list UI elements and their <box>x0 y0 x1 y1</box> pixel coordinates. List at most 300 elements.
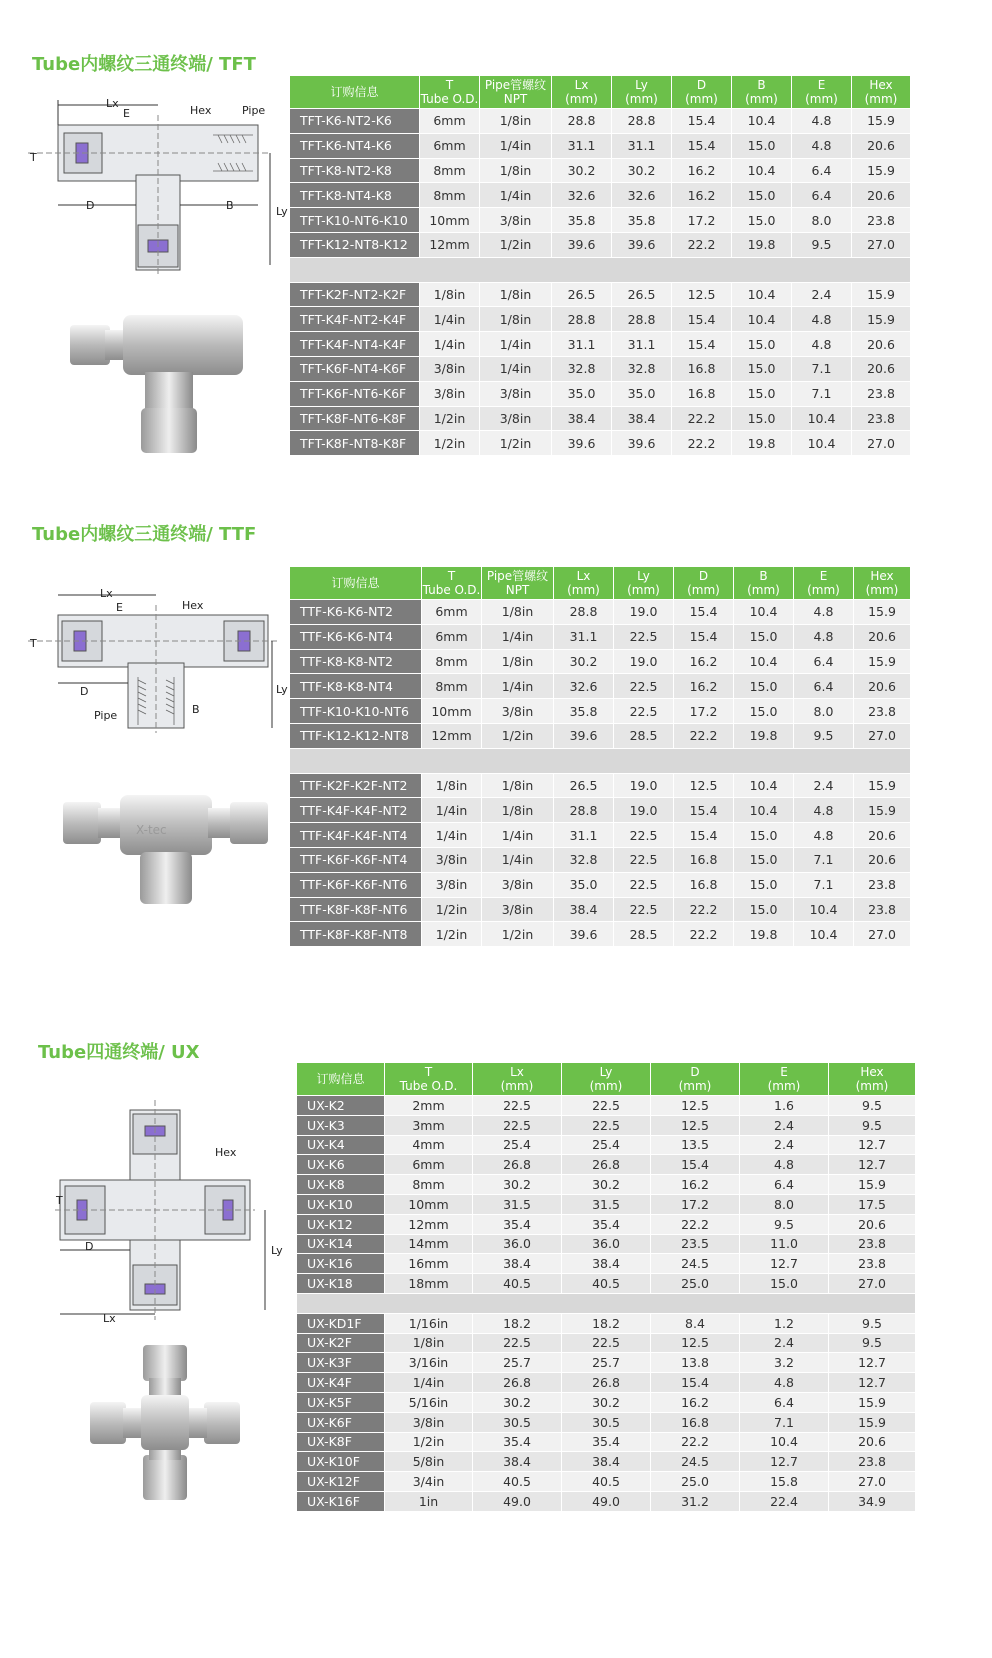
order-code-cell: TFT-K4F-NT4-K4F <box>290 332 420 357</box>
value-cell: 15.0 <box>734 624 794 649</box>
value-cell: 15.4 <box>674 798 734 823</box>
table-row <box>290 381 911 406</box>
value-cell: 7.1 <box>794 847 854 872</box>
order-code-cell: TTF-K8F-K8F-NT6 <box>290 897 422 922</box>
value-cell: 12.7 <box>740 1452 829 1472</box>
order-code-cell: UX-K6F <box>297 1412 385 1432</box>
value-cell: 22.5 <box>614 847 674 872</box>
order-code-cell: TFT-K8-NT4-K8 <box>290 183 420 208</box>
value-cell: 1/4in <box>420 332 480 357</box>
value-cell: 49.0 <box>562 1491 651 1511</box>
value-cell: 40.5 <box>562 1274 651 1294</box>
table-row <box>290 847 911 872</box>
order-code-cell: TFT-K8F-NT6-K8F <box>290 406 420 431</box>
order-code-cell: TTF-K4F-K4F-NT4 <box>290 823 422 848</box>
value-cell: 23.8 <box>829 1234 916 1254</box>
value-cell: 8mm <box>422 649 482 674</box>
value-cell: 9.5 <box>740 1214 829 1234</box>
value-cell: 22.2 <box>672 431 732 456</box>
value-cell: 20.6 <box>829 1214 916 1234</box>
value-cell: 22.2 <box>674 723 734 748</box>
value-cell: 6.4 <box>792 158 852 183</box>
table-row <box>297 1214 916 1234</box>
value-cell: 22.5 <box>614 897 674 922</box>
header-cell: Hex (mm) <box>854 567 911 600</box>
order-code-cell: UX-K12F <box>297 1472 385 1492</box>
value-cell: 1in <box>385 1491 473 1511</box>
value-cell: 40.5 <box>562 1472 651 1492</box>
value-cell: 39.6 <box>554 922 614 947</box>
value-cell: 15.9 <box>852 158 911 183</box>
value-cell: 12.7 <box>829 1353 916 1373</box>
value-cell: 1/4in <box>482 823 554 848</box>
value-cell: 17.2 <box>651 1194 740 1214</box>
value-cell: 22.5 <box>614 872 674 897</box>
value-cell: 27.0 <box>829 1472 916 1492</box>
value-cell: 22.5 <box>473 1096 562 1116</box>
table-row <box>290 699 911 724</box>
value-cell: 22.5 <box>614 699 674 724</box>
value-cell: 28.8 <box>554 600 614 625</box>
value-cell: 25.0 <box>651 1472 740 1492</box>
table-row <box>290 431 911 456</box>
value-cell: 28.5 <box>614 723 674 748</box>
table-row <box>297 1096 916 1116</box>
value-cell: 12.7 <box>829 1373 916 1393</box>
value-cell: 35.4 <box>562 1214 651 1234</box>
value-cell: 15.0 <box>732 406 792 431</box>
value-cell: 15.0 <box>734 674 794 699</box>
value-cell: 25.7 <box>473 1353 562 1373</box>
value-cell: 16.2 <box>674 649 734 674</box>
value-cell: 23.8 <box>852 381 911 406</box>
order-code-cell: TTF-K8-K8-NT4 <box>290 674 422 699</box>
value-cell: 4mm <box>385 1135 473 1155</box>
dim-label-ly: Ly <box>276 205 288 218</box>
value-cell: 22.5 <box>614 624 674 649</box>
value-cell: 15.0 <box>732 332 792 357</box>
table-row <box>290 823 911 848</box>
value-cell: 3/8in <box>482 699 554 724</box>
value-cell: 20.6 <box>854 624 911 649</box>
value-cell: 30.2 <box>562 1392 651 1412</box>
table-row <box>290 922 911 947</box>
value-cell: 10.4 <box>734 649 794 674</box>
value-cell: 2.4 <box>740 1115 829 1135</box>
header-cell: 订购信息 <box>290 567 422 600</box>
value-cell: 23.8 <box>854 872 911 897</box>
value-cell: 20.6 <box>852 356 911 381</box>
value-cell: 32.6 <box>612 183 672 208</box>
value-cell: 3/8in <box>480 381 552 406</box>
header-cell: Pipe管螺纹 NPT <box>482 567 554 600</box>
value-cell: 39.6 <box>552 431 612 456</box>
value-cell: 26.8 <box>562 1155 651 1175</box>
table-row <box>297 1392 916 1412</box>
value-cell: 16.8 <box>672 381 732 406</box>
value-cell: 12mm <box>385 1214 473 1234</box>
header-cell: 订购信息 <box>290 76 420 109</box>
dim-label-ly: Ly <box>276 683 288 696</box>
dim-label-hex: Hex <box>215 1146 237 1159</box>
ttf-dimension-diagram <box>28 585 290 735</box>
dim-label-t: T <box>30 637 37 650</box>
value-cell: 28.5 <box>614 922 674 947</box>
value-cell: 31.5 <box>562 1194 651 1214</box>
value-cell: 31.1 <box>612 332 672 357</box>
value-cell: 23.8 <box>829 1254 916 1274</box>
order-code-cell: TTF-K6-K6-NT4 <box>290 624 422 649</box>
value-cell: 28.8 <box>554 798 614 823</box>
value-cell: 30.2 <box>562 1175 651 1195</box>
value-cell: 22.2 <box>674 897 734 922</box>
table-row <box>290 133 911 158</box>
value-cell: 12.5 <box>651 1115 740 1135</box>
value-cell: 15.4 <box>672 133 732 158</box>
value-cell: 16.2 <box>674 674 734 699</box>
dim-label-b: B <box>226 199 234 212</box>
table-row <box>297 1491 916 1511</box>
value-cell: 4.8 <box>792 109 852 134</box>
dim-label-hex: Hex <box>182 599 204 612</box>
table-row <box>290 624 911 649</box>
table-row <box>290 872 911 897</box>
value-cell: 10mm <box>422 699 482 724</box>
value-cell: 7.1 <box>794 872 854 897</box>
value-cell: 28.8 <box>552 109 612 134</box>
value-cell: 2.4 <box>792 282 852 307</box>
value-cell: 1.6 <box>740 1096 829 1116</box>
value-cell: 16.8 <box>674 872 734 897</box>
value-cell: 10.4 <box>734 798 794 823</box>
value-cell: 25.4 <box>473 1135 562 1155</box>
header-cell: Ly (mm) <box>562 1063 651 1096</box>
value-cell: 39.6 <box>554 723 614 748</box>
table-row <box>297 1194 916 1214</box>
header-cell: Ly (mm) <box>614 567 674 600</box>
value-cell: 20.6 <box>829 1432 916 1452</box>
header-cell: Hex (mm) <box>829 1063 916 1096</box>
value-cell: 8.0 <box>794 699 854 724</box>
value-cell: 15.0 <box>732 356 792 381</box>
value-cell: 19.0 <box>614 798 674 823</box>
value-cell: 10.4 <box>734 773 794 798</box>
value-cell: 1/4in <box>482 847 554 872</box>
value-cell: 5/8in <box>385 1452 473 1472</box>
value-cell: 14mm <box>385 1234 473 1254</box>
value-cell: 15.9 <box>854 649 911 674</box>
table-row <box>290 183 911 208</box>
order-code-cell: TTF-K6F-K6F-NT6 <box>290 872 422 897</box>
value-cell: 17.2 <box>674 699 734 724</box>
order-code-cell: UX-K3F <box>297 1353 385 1373</box>
header-cell: E (mm) <box>740 1063 829 1096</box>
value-cell: 39.6 <box>552 232 612 257</box>
value-cell: 28.8 <box>612 109 672 134</box>
value-cell: 6mm <box>420 109 480 134</box>
value-cell: 10.4 <box>732 158 792 183</box>
value-cell: 30.2 <box>473 1175 562 1195</box>
value-cell: 12.7 <box>829 1135 916 1155</box>
value-cell: 31.5 <box>473 1194 562 1214</box>
value-cell: 1.2 <box>740 1313 829 1333</box>
value-cell: 1/4in <box>480 183 552 208</box>
value-cell: 16.8 <box>672 356 732 381</box>
value-cell: 32.8 <box>612 356 672 381</box>
group-separator-row <box>290 257 911 282</box>
value-cell: 26.5 <box>554 773 614 798</box>
value-cell: 15.0 <box>734 847 794 872</box>
value-cell: 31.1 <box>552 332 612 357</box>
value-cell: 1/8in <box>482 649 554 674</box>
value-cell: 20.6 <box>852 332 911 357</box>
table-row <box>297 1234 916 1254</box>
value-cell: 7.1 <box>792 381 852 406</box>
value-cell: 1/4in <box>420 307 480 332</box>
value-cell: 8mm <box>420 183 480 208</box>
value-cell: 36.0 <box>562 1234 651 1254</box>
value-cell: 15.9 <box>829 1412 916 1432</box>
value-cell: 28.8 <box>552 307 612 332</box>
order-code-cell: UX-K10F <box>297 1452 385 1472</box>
value-cell: 31.2 <box>651 1491 740 1511</box>
value-cell: 32.8 <box>552 356 612 381</box>
value-cell: 3/8in <box>422 872 482 897</box>
value-cell: 1/2in <box>482 922 554 947</box>
value-cell: 15.0 <box>734 897 794 922</box>
value-cell: 3.2 <box>740 1353 829 1373</box>
value-cell: 1/8in <box>480 158 552 183</box>
value-cell: 22.2 <box>672 232 732 257</box>
value-cell: 22.5 <box>562 1096 651 1116</box>
value-cell: 19.8 <box>734 723 794 748</box>
value-cell: 31.1 <box>554 823 614 848</box>
header-cell: Pipe管螺纹 NPT <box>480 76 552 109</box>
value-cell: 15.9 <box>854 798 911 823</box>
value-cell: 22.2 <box>674 922 734 947</box>
table-row <box>297 1155 916 1175</box>
header-cell: D (mm) <box>674 567 734 600</box>
value-cell: 26.8 <box>562 1373 651 1393</box>
value-cell: 17.5 <box>829 1194 916 1214</box>
value-cell: 3/8in <box>420 381 480 406</box>
header-cell: Lx (mm) <box>554 567 614 600</box>
header-cell: Lx (mm) <box>473 1063 562 1096</box>
value-cell: 18mm <box>385 1274 473 1294</box>
value-cell: 22.5 <box>562 1333 651 1353</box>
value-cell: 10.4 <box>734 600 794 625</box>
value-cell: 3/16in <box>385 1353 473 1373</box>
value-cell: 1/8in <box>422 773 482 798</box>
order-code-cell: TTF-K2F-K2F-NT2 <box>290 773 422 798</box>
value-cell: 10.4 <box>792 406 852 431</box>
value-cell: 1/4in <box>422 798 482 823</box>
value-cell: 34.9 <box>829 1491 916 1511</box>
dim-label-e: E <box>116 601 123 614</box>
order-code-cell: UX-KD1F <box>297 1313 385 1333</box>
order-code-cell: UX-K2F <box>297 1333 385 1353</box>
value-cell: 10.4 <box>740 1432 829 1452</box>
value-cell: 1/2in <box>420 431 480 456</box>
value-cell: 15.4 <box>651 1373 740 1393</box>
value-cell: 30.2 <box>612 158 672 183</box>
order-code-cell: UX-K3 <box>297 1115 385 1135</box>
value-cell: 12.7 <box>740 1254 829 1274</box>
value-cell: 24.5 <box>651 1254 740 1274</box>
table-row <box>290 356 911 381</box>
header-cell: B (mm) <box>734 567 794 600</box>
table-row <box>297 1432 916 1452</box>
value-cell: 1/8in <box>480 109 552 134</box>
header-cell: 订购信息 <box>297 1063 385 1096</box>
value-cell: 15.9 <box>852 307 911 332</box>
value-cell: 23.8 <box>829 1452 916 1472</box>
value-cell: 22.5 <box>562 1115 651 1135</box>
value-cell: 1/4in <box>482 674 554 699</box>
table-row <box>290 332 911 357</box>
value-cell: 35.4 <box>473 1432 562 1452</box>
ux-spec-table <box>296 1062 916 1512</box>
dim-label-hex: Hex <box>190 104 212 117</box>
order-code-cell: UX-K4 <box>297 1135 385 1155</box>
order-code-cell: TFT-K8F-NT8-K8F <box>290 431 420 456</box>
value-cell: 10.4 <box>732 109 792 134</box>
value-cell: 10mm <box>385 1194 473 1214</box>
value-cell: 10.4 <box>732 282 792 307</box>
value-cell: 15.9 <box>854 773 911 798</box>
value-cell: 15.0 <box>732 133 792 158</box>
value-cell: 36.0 <box>473 1234 562 1254</box>
value-cell: 12.7 <box>829 1155 916 1175</box>
value-cell: 30.5 <box>562 1412 651 1432</box>
value-cell: 38.4 <box>562 1254 651 1274</box>
value-cell: 35.8 <box>612 208 672 233</box>
value-cell: 38.4 <box>552 406 612 431</box>
value-cell: 19.8 <box>734 922 794 947</box>
value-cell: 39.6 <box>612 232 672 257</box>
value-cell: 18.2 <box>473 1313 562 1333</box>
value-cell: 38.4 <box>562 1452 651 1472</box>
order-code-cell: UX-K12 <box>297 1214 385 1234</box>
value-cell: 4.8 <box>740 1373 829 1393</box>
header-cell: Lx (mm) <box>552 76 612 109</box>
order-code-cell: TFT-K2F-NT2-K2F <box>290 282 420 307</box>
value-cell: 25.0 <box>651 1274 740 1294</box>
dim-label-lx: Lx <box>106 97 119 110</box>
value-cell: 4.8 <box>792 307 852 332</box>
value-cell: 6.4 <box>794 649 854 674</box>
value-cell: 16mm <box>385 1254 473 1274</box>
value-cell: 15.4 <box>651 1155 740 1175</box>
value-cell: 19.8 <box>732 232 792 257</box>
value-cell: 22.5 <box>614 823 674 848</box>
value-cell: 15.4 <box>674 600 734 625</box>
table-row <box>290 406 911 431</box>
table-row <box>290 674 911 699</box>
order-code-cell: TFT-K10-NT6-K10 <box>290 208 420 233</box>
order-code-cell: UX-K14 <box>297 1234 385 1254</box>
ttf-spec-table <box>289 566 911 947</box>
value-cell: 23.5 <box>651 1234 740 1254</box>
value-cell: 1/2in <box>385 1432 473 1452</box>
order-code-cell: UX-K18 <box>297 1274 385 1294</box>
header-cell: Ly (mm) <box>612 76 672 109</box>
table-row <box>297 1333 916 1353</box>
dim-label-lx: Lx <box>100 587 113 600</box>
order-code-cell: TFT-K4F-NT2-K4F <box>290 307 420 332</box>
dim-label-d: D <box>86 199 95 212</box>
header-cell: B (mm) <box>732 76 792 109</box>
value-cell: 1/4in <box>480 332 552 357</box>
value-cell: 10.4 <box>792 431 852 456</box>
separator-cell <box>297 1293 916 1313</box>
value-cell: 35.8 <box>552 208 612 233</box>
order-code-cell: TFT-K6F-NT6-K6F <box>290 381 420 406</box>
value-cell: 6.4 <box>740 1392 829 1412</box>
value-cell: 3/8in <box>482 872 554 897</box>
value-cell: 32.6 <box>554 674 614 699</box>
value-cell: 6mm <box>385 1155 473 1175</box>
value-cell: 15.0 <box>734 872 794 897</box>
value-cell: 1/8in <box>480 307 552 332</box>
value-cell: 40.5 <box>473 1472 562 1492</box>
value-cell: 15.0 <box>732 208 792 233</box>
order-code-cell: TTF-K8F-K8F-NT8 <box>290 922 422 947</box>
value-cell: 1/2in <box>480 232 552 257</box>
value-cell: 1/2in <box>420 406 480 431</box>
order-code-cell: TTF-K10-K10-NT6 <box>290 699 422 724</box>
value-cell: 15.9 <box>854 600 911 625</box>
value-cell: 9.5 <box>829 1096 916 1116</box>
value-cell: 3/8in <box>385 1412 473 1432</box>
value-cell: 2.4 <box>794 773 854 798</box>
value-cell: 1/2in <box>480 431 552 456</box>
value-cell: 15.4 <box>672 332 732 357</box>
dim-label-lx: Lx <box>103 1312 116 1325</box>
header-cell: T Tube O.D. <box>385 1063 473 1096</box>
value-cell: 7.1 <box>792 356 852 381</box>
value-cell: 15.8 <box>740 1472 829 1492</box>
group-separator-row <box>290 748 911 773</box>
value-cell: 35.0 <box>554 872 614 897</box>
value-cell: 23.8 <box>852 208 911 233</box>
value-cell: 10.4 <box>732 307 792 332</box>
value-cell: 3/4in <box>385 1472 473 1492</box>
dim-label-t: T <box>30 151 37 164</box>
value-cell: 18.2 <box>562 1313 651 1333</box>
value-cell: 17.2 <box>672 208 732 233</box>
value-cell: 13.8 <box>651 1353 740 1373</box>
table-row <box>290 109 911 134</box>
table-row <box>290 798 911 823</box>
value-cell: 15.9 <box>829 1175 916 1195</box>
table-row <box>297 1353 916 1373</box>
value-cell: 30.2 <box>552 158 612 183</box>
value-cell: 8mm <box>385 1175 473 1195</box>
section-title-ux: Tube四通终端/ UX <box>38 1042 200 1063</box>
dim-label-b: B <box>192 703 200 716</box>
value-cell: 10.4 <box>794 922 854 947</box>
value-cell: 8.4 <box>651 1313 740 1333</box>
table-row <box>297 1412 916 1432</box>
header-cell: D (mm) <box>672 76 732 109</box>
order-code-cell: TTF-K6F-K6F-NT4 <box>290 847 422 872</box>
value-cell: 12.5 <box>672 282 732 307</box>
value-cell: 4.8 <box>792 332 852 357</box>
value-cell: 23.8 <box>854 897 911 922</box>
dim-label-ly: Ly <box>271 1244 283 1257</box>
value-cell: 20.6 <box>854 847 911 872</box>
